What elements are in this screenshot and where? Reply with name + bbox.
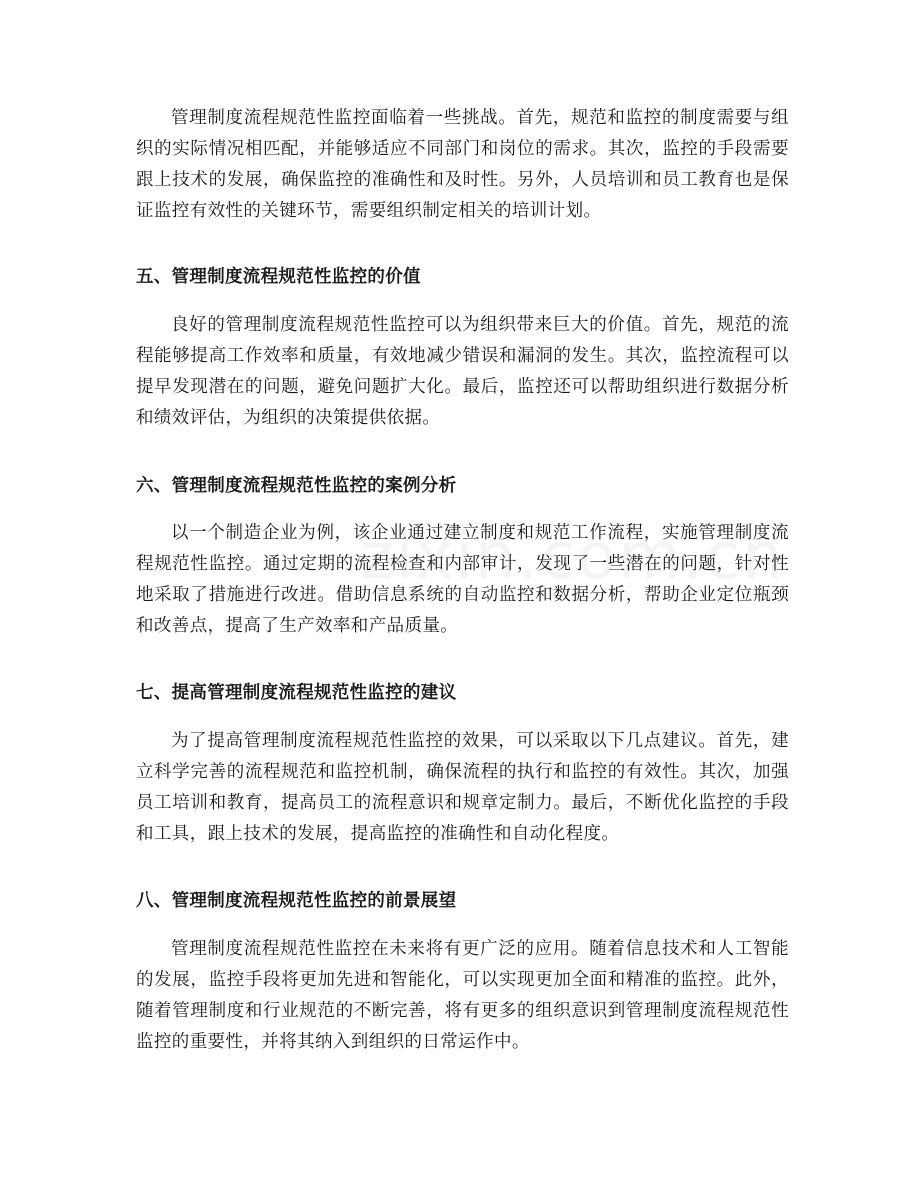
section-6-paragraph: 以一个制造企业为例，该企业通过建立制度和规范工作流程，实施管理制度流程规范性监控。通过定期的流程检查和内部审计，发现了一些潜在的问题，针对性地采取了措施进行改进。借助信息系统的自动监控和数据分析，帮助企业定位瓶颈和改善点，提高了生产效率和产品质量。 [136,523,789,636]
section-5-heading: 五、管理制度流程规范性监控的价值 [136,267,421,287]
intro-paragraph: 管理制度流程规范性监控面临着一些挑战。首先，规范和监控的制度需要与组织的实际情况相匹配，并能够适应不同部门和岗位的需求。其次，监控的手段需要跟上技术的发展，确保监控的准确性和及时性。另外，人员培训和员工教育也是保证监控有效性的关键环节，需要组织制定相关的培训计划。 [136,108,789,221]
section-7-heading: 七、提高管理制度流程规范性监控的建议 [136,683,457,703]
section-7-paragraph: 为了提高管理制度流程规范性监控的效果，可以采取以下几点建议。首先，建立科学完善的流程规范和监控机制，确保流程的执行和监控的有效性。其次，加强员工培训和教育，提高员工的流程意识和规章定制力。最后，不断优化监控的手段和工具，跟上技术的发展，提高监控的准确性和自动化程度。 [136,731,789,844]
section-8-paragraph: 管理制度流程规范性监控在未来将有更广泛的应用。随着信息技术和人工智能的发展，监控手段将更加先进和智能化，可以实现更加全面和精准的监控。此外，随着管理制度和行业规范的不断完善，将有更多的组织意识到管理制度流程规范性监控的重要性，并将其纳入到组织的日常运作中。 [136,939,789,1052]
section-5-paragraph: 良好的管理制度流程规范性监控可以为组织带来巨大的价值。首先，规范的流程能够提高工作效率和质量，有效地减少错误和漏洞的发生。其次，监控流程可以提早发现潜在的问题，避免问题扩大化。最后，监控还可以帮助组织进行数据分析和绩效评估，为组织的决策提供依据。 [136,315,789,428]
section-6-heading: 六、管理制度流程规范性监控的案例分析 [136,476,457,496]
section-8-heading: 八、管理制度流程规范性监控的前景展望 [136,891,457,911]
